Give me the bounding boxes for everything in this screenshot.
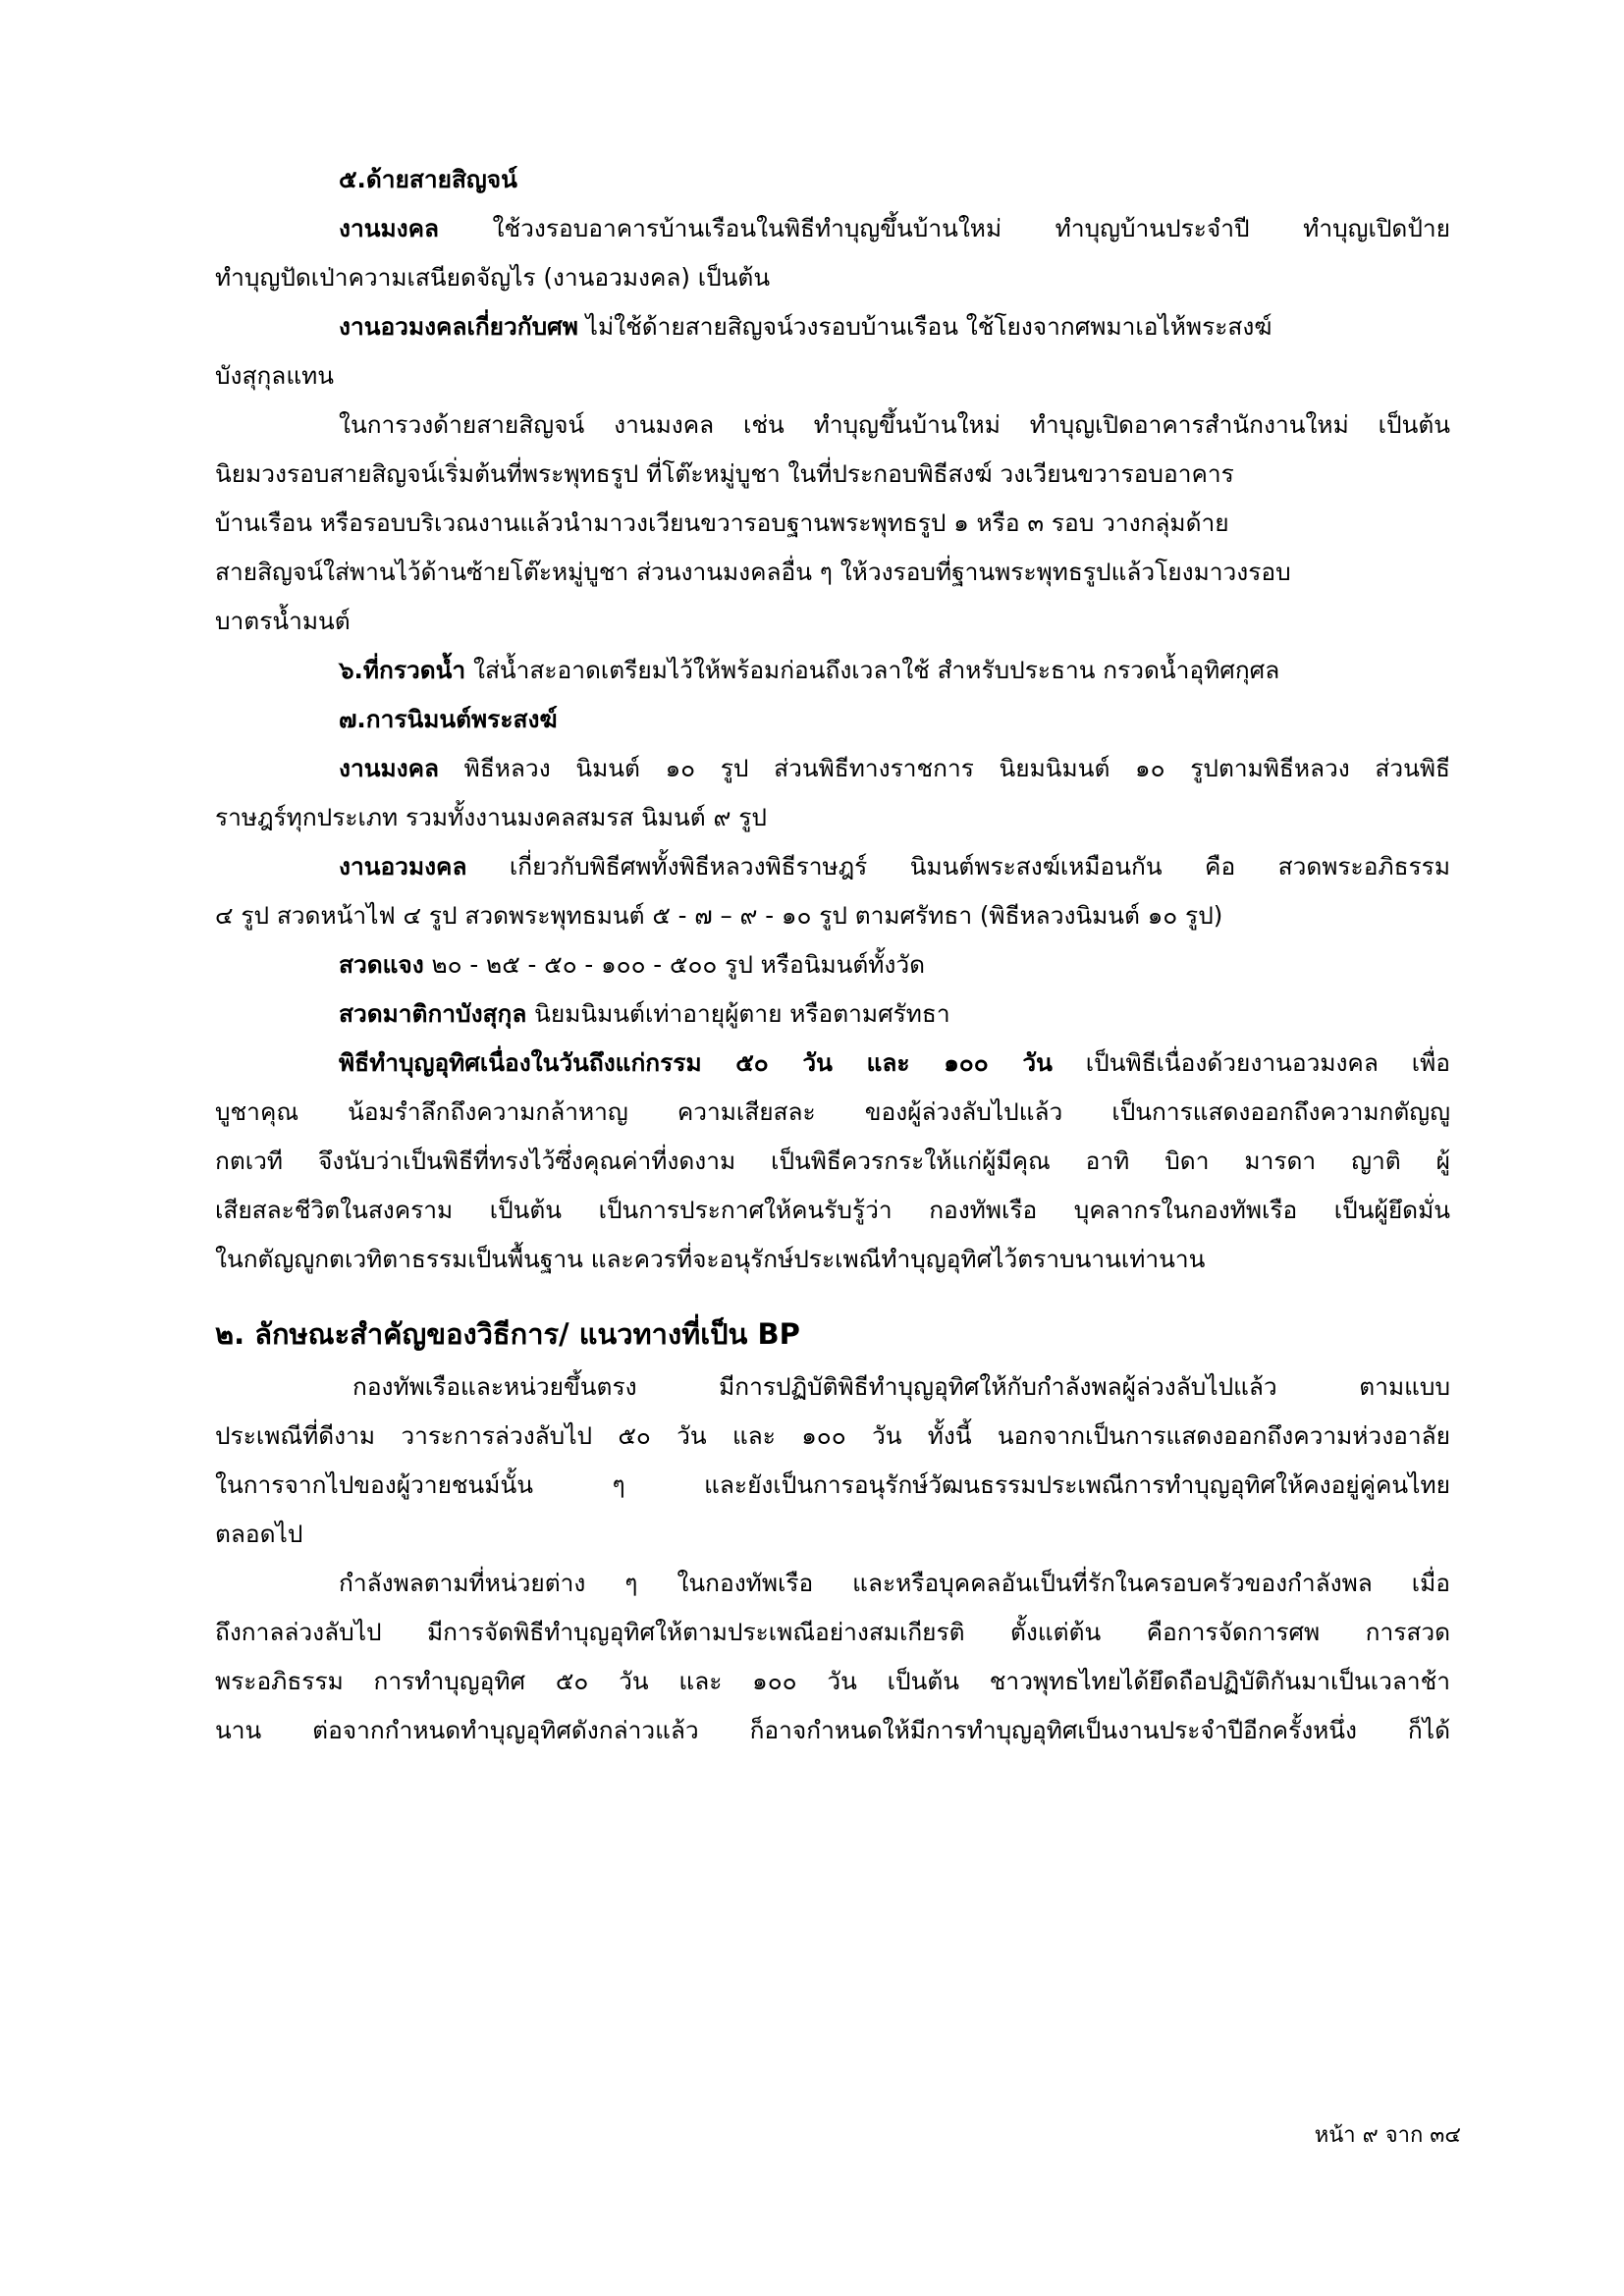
section-7-p5-lead: พิธีทำบุญอุทิศเนื่องในวันถึงแก่กรรม ๕๐ วัน และ ๑๐๐ วัน (339, 1048, 1053, 1077)
section-5-p2-text1: ไม่ใช้ด้ายสายสิญจน์วงรอบบ้านเรือน ใช้โยงจากศพมาเอไห้พระสงฆ์ (577, 312, 1272, 341)
body2-p1-line3: ในการจากไปของผู้วายชนม์นั้น ๆ และยังเป็นการอนุรักษ์วัฒนธรรมประเพณีการทำบุญอุทิศให้คงอยู่คู่คนไทย (215, 1470, 1450, 1499)
section-7-p1-line1 (215, 744, 1450, 793)
section-5-p3-line2: นิยมวงรอบสายสิญจน์เริ่มต้นที่พระพุทธรูป ที่โต๊ะหมู่บูชา ในที่ประกอบพิธีสงฆ์ วงเวียนขวารอบอาคาร (215, 459, 1234, 488)
section-5-p3-line4: สายสิญจน์ใส่พานไว้ด้านซ้ายโต๊ะหมู่บูชา ส่วนงานมงคลอื่น ๆ ให้วงรอบที่ฐานพระพุทธรูปแล้วโยงมาวงรอบ (215, 558, 1291, 586)
body2-p1-line1: กองทัพเรือและหน่วยขึ้นตรง มีการปฏิบัติพิธีทำบุญอุทิศให้กับกำลังพลผู้ล่วงลับไปแล้ว ตามแบบ (352, 1372, 1450, 1401)
section-7-p5-line3: กตเวที จึงนับว่าเป็นพิธีที่ทรงไว้ซึ่งคุณค่าที่งดงาม เป็นพิธีควรกระให้แก่ผู้มีคุณ อาทิ บิดา มารดา ญาติ ผู้ (215, 1147, 1450, 1175)
section-5-p1-line1 (215, 204, 1450, 253)
section-5-p1-text1: ใช้วงรอบอาคารบ้านเรือนในพิธีทำบุญขึ้นบ้านใหม่ ทำบุญบ้านประจำปี ทำบุญเปิดป้าย (438, 214, 1450, 242)
body2-p2-line1: กำลังพลตามที่หน่วยต่าง ๆ ในกองทัพเรือ และหรือบุคคลอันเป็นที่รักในครอบครัวของกำลังพล เมื่อ (339, 1569, 1450, 1597)
body2-p1-line4: ตลอดไป (215, 1520, 303, 1548)
section-7-title: ๗.การนิมนต์พระสงฆ์ (339, 705, 558, 733)
section-7-p1-text1: พิธีหลวง นิมนต์ ๑๐ รูป ส่วนพิธีทางราชการ นิยมนิมนต์ ๑๐ รูปตามพิธีหลวง ส่วนพิธี (438, 754, 1450, 782)
section-7-p5-text1: เป็นพิธีเนื่องด้วยงานอวมงคล เพื่อ (1052, 1048, 1450, 1077)
section-5-p2-lead: งานอวมงคลเกี่ยวกับศพ (339, 312, 578, 341)
section-5-p2-line1 (215, 302, 1450, 351)
section-7-p1-lead: งานมงคล (339, 754, 439, 782)
section-7-p5-line1 (215, 1039, 1450, 1088)
section-7-p5-line4: เสียสละชีวิตในสงคราม เป็นต้น เป็นการประกาศให้คนรับรู้ว่า กองทัพเรือ บุคลากรในกองทัพเรือ เป็นผู้ยึดมั่น (215, 1196, 1450, 1224)
section-7-p2-line1 (215, 842, 1450, 891)
section-7-p3-text: ๒๐ - ๒๕ - ๕๐ - ๑๐๐ - ๕๐๐ รูป หรือนิมนต์ทั้งวัด (423, 950, 926, 979)
body2-p2-line3: พระอภิธรรม การทำบุญอุทิศ ๕๐ วัน และ ๑๐๐ วัน เป็นต้น ชาวพุทธไทยได้ยึดถือปฏิบัติกันมาเป็นเวลาช้า (215, 1667, 1450, 1695)
section-7-p4-lead: สวดมาติกาบังสุกุล (339, 999, 527, 1028)
section-7-p2-line2: ๔ รูป สวดหน้าไฟ ๔ รูป สวดพระพุทธมนต์ ๕ - ๗ – ๙ - ๑๐ รูป ตามศรัทธา (พิธีหลวงนิมนต์ ๑๐ รูป) (215, 901, 1223, 930)
body2-p1-line2: ประเพณีที่ดีงาม วาระการล่วงลับไป ๕๐ วัน และ ๑๐๐ วัน ทั้งนี้ นอกจากเป็นการแสดงออกถึงความห่วงอาลัย (215, 1421, 1450, 1450)
section-6-title: ๖.ที่กรวดน้ำ (339, 656, 466, 684)
body2-p2-line4: นาน ต่อจากกำหนดทำบุญอุทิศดังกล่าวแล้ว ก็อาจกำหนดให้มีการทำบุญอุทิศเป็นงานประจำปีอีกครั้งหนึ่ง ก็ได้ (215, 1716, 1450, 1744)
section-7-p4-line (215, 989, 1450, 1039)
section-6-text: ใส่น้ำสะอาดเตรียมไว้ให้พร้อมก่อนถึงเวลาใช้ สำหรับประธาน กรวดน้ำอุทิศกุศล (465, 656, 1280, 684)
section-7-p1-line2: ราษฎร์ทุกประเภท รวมทั้งงานมงคลสมรส นิมนต์ ๙ รูป (215, 803, 767, 831)
section-7-p3-line (215, 940, 1450, 989)
body2-p2-line2: ถึงกาลล่วงลับไป มีการจัดพิธีทำบุญอุทิศให้ตามประเพณีอย่างสมเกียรติ ตั้งแต่ต้น คือการจัดการศพ การสวด (215, 1618, 1450, 1646)
section-heading-2: ๒. ลักษณะสำคัญของวิธีการ/ แนวทางที่เป็น BP (215, 1317, 800, 1351)
section-7-p5-line2: บูชาคุณ น้อมรำลึกถึงความกล้าหาญ ความเสียสละ ของผู้ล่วงลับไปแล้ว เป็นการแสดงออกถึงความกตัญญู (215, 1097, 1450, 1126)
page-content (215, 155, 1450, 1755)
section-7-p2-lead: งานอวมงคล (339, 852, 467, 881)
page-number: หน้า ๙ จาก ๓๔ (1314, 2123, 1461, 2148)
section-7-p5-line5: ในกตัญญูกตเวทิตาธรรมเป็นพื้นฐาน และควรที่จะอนุรักษ์ประเพณีทำบุญอุทิศไว้ตราบนานเท่านาน (215, 1245, 1206, 1273)
section-5-p3-line3: บ้านเรือน หรือรอบบริเวณงานแล้วนำมาวงเวียนขวารอบฐานพระพุทธรูป ๑ หรือ ๓ รอบ วางกลุ่มด้าย (215, 508, 1229, 537)
section-6-line (215, 646, 1450, 695)
section-5-p2-line2: บังสุกุลแทน (215, 361, 335, 390)
section-7-p4-text: นิยมนิมนต์เท่าอายุผู้ตาย หรือตามศรัทธา (526, 999, 950, 1028)
section-5-p1-lead: งานมงคล (339, 214, 439, 242)
section-7-p2-text1: เกี่ยวกับพิธีศพทั้งพิธีหลวงพิธีราษฎร์ นิมนต์พระสงฆ์เหมือนกัน คือ สวดพระอภิธรรม (466, 852, 1450, 881)
section-5-p3-line5: บาตรน้ำมนต์ (215, 607, 351, 635)
section-7-p3-lead: สวดแจง (339, 950, 424, 979)
section-5-p1-line2: ทำบุญปัดเป่าความเสนียดจัญไร (งานอวมงคล) เป็นต้น (215, 263, 771, 292)
section-5-title: ๕.ด้ายสายสิญจน์ (339, 165, 517, 193)
section-5-p3-line1: ในการวงด้ายสายสิญจน์ งานมงคล เช่น ทำบุญขึ้นบ้านใหม่ ทำบุญเปิดอาคารสำนักงานใหม่ เป็นต้น (339, 410, 1450, 439)
